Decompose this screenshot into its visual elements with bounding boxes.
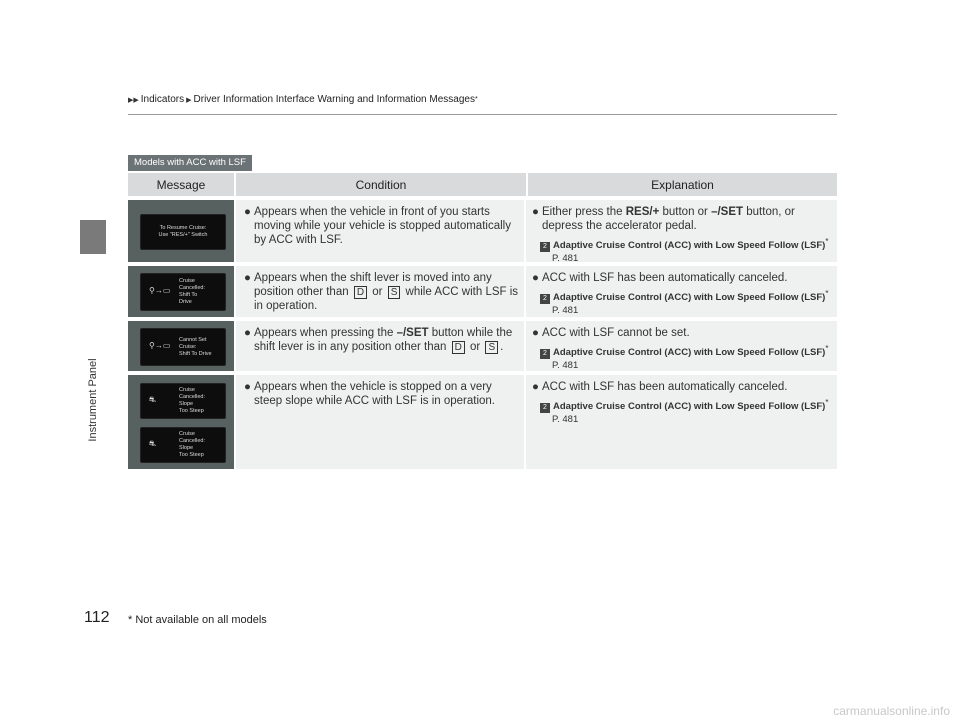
screen-text: To Resume Cruise:	[159, 225, 207, 231]
slope-icon: ⛐	[149, 395, 156, 404]
display-screen: ⚲→▭ Cruise Cancelled: Shift To Drive	[140, 273, 226, 311]
side-tab-marker	[80, 220, 106, 254]
reference-arrow-icon: 2	[540, 349, 550, 359]
table-row	[128, 375, 837, 469]
message-image	[128, 321, 234, 371]
footnote: * Not available on all models	[128, 614, 267, 626]
page-number: 112	[84, 609, 110, 626]
explanation-text: ACC with LSF cannot be set.	[542, 327, 690, 339]
breadcrumb-item-indicators[interactable]: Indicators	[140, 94, 185, 105]
condition-cell: ● Appears when the vehicle is stopped on a very steep slope while ACC with LSF is in operation.	[234, 375, 524, 469]
breadcrumb-item-messages[interactable]: Driver Information Interface Warning and Information Messages	[193, 94, 475, 105]
double-arrow-icon: ▶▶	[128, 96, 139, 104]
header-condition: Condition	[236, 173, 528, 196]
message-image	[128, 266, 234, 317]
condition-cell: ● Appears when the vehicle in front of you starts moving while your vehicle is stopped automatically by ACC with LSF.	[234, 200, 524, 262]
header-message: Message	[128, 173, 236, 196]
cross-reference[interactable]: 2 Adaptive Cruise Control (ACC) with Low Speed Follow (LSF)* P. 481	[552, 287, 833, 317]
message-image	[128, 200, 234, 262]
explanation-cell: ● ACC with LSF has been automatically canceled. 2 Adaptive Cruise Control (ACC) with Low Speed Follow (LSF)* P. 481	[524, 375, 837, 469]
cross-reference[interactable]: 2 Adaptive Cruise Control (ACC) with Low Speed Follow (LSF)* P. 481	[552, 235, 833, 265]
reference-arrow-icon: 2	[540, 294, 550, 304]
reference-arrow-icon: 2	[540, 242, 550, 252]
header-explanation: Explanation	[651, 177, 714, 192]
explanation-cell: ● Either press the RES/+ button or –/SET button, or depress the accelerator pedal. 2 Adaptive Cruise Control (ACC) with Low Speed Follow (LSF)* P. 481	[524, 200, 837, 262]
slope-icon: ⛐	[149, 439, 156, 448]
condition-cell: ● Appears when the shift lever is moved into any position other than D or S while ACC with LSF is in operation.	[234, 266, 524, 317]
display-screen: ⛐ Cruise Cancelled: Slope Too Steep	[140, 383, 226, 419]
arrow-icon: ▶	[186, 96, 192, 104]
condition-text: Appears when the shift lever is moved into any position other than D or S while ACC with LSF is in operation.	[254, 272, 519, 312]
messages-table	[128, 173, 837, 469]
cross-reference[interactable]: 2 Adaptive Cruise Control (ACC) with Low Speed Follow (LSF)* P. 481	[552, 396, 833, 426]
explanation-text: ACC with LSF has been automatically canceled.	[542, 381, 788, 393]
reference-arrow-icon: 2	[540, 403, 550, 413]
message-image	[128, 375, 234, 469]
side-section-label: Instrument Panel	[87, 358, 99, 442]
table-row	[128, 266, 837, 317]
condition-text: Appears when the vehicle in front of you starts moving while your vehicle is stopped automatically by ACC with LSF.	[254, 206, 511, 246]
cross-reference[interactable]: 2 Adaptive Cruise Control (ACC) with Low Speed Follow (LSF)* P. 481	[552, 342, 833, 372]
condition-text: Appears when the vehicle is stopped on a very steep slope while ACC with LSF is in operation.	[254, 381, 495, 407]
display-screen	[140, 214, 226, 250]
explanation-text: ACC with LSF has been automatically canceled.	[542, 272, 788, 284]
condition-text: Appears when pressing the –/SET button while the shift lever is in any position other than D or S .	[254, 327, 513, 353]
explanation-text: Either press the RES/+ button or –/SET button, or depress the accelerator pedal.	[542, 206, 795, 232]
condition-cell: ● Appears when pressing the –/SET button while the shift lever is in any position other than D or S .	[234, 321, 524, 371]
footnote-marker: *	[474, 96, 478, 103]
table-header	[128, 173, 837, 196]
shift-lever-icon: ⚲→▭	[149, 341, 171, 350]
explanation-cell: ● ACC with LSF cannot be set. 2 Adaptive Cruise Control (ACC) with Low Speed Follow (LSF)* P. 481	[524, 321, 837, 371]
header-rule	[128, 114, 837, 115]
model-tag: Models with ACC with LSF	[128, 155, 252, 171]
table-row	[128, 200, 837, 265]
table-row	[128, 321, 837, 371]
display-screen: ⚲→▭ Cannot Set Cruise: Shift To Drive	[140, 328, 226, 366]
screen-text: Use "RES/+" Switch	[158, 232, 208, 238]
breadcrumb	[128, 94, 478, 105]
watermark: carmanualsonline.info	[833, 704, 950, 718]
explanation-cell: ● ACC with LSF has been automatically canceled. 2 Adaptive Cruise Control (ACC) with Low Speed Follow (LSF)* P. 481	[524, 266, 837, 317]
display-screen: ⛐ Cruise Cancelled: Slope Too Steep	[140, 427, 226, 463]
shift-lever-icon: ⚲→▭	[149, 286, 171, 295]
